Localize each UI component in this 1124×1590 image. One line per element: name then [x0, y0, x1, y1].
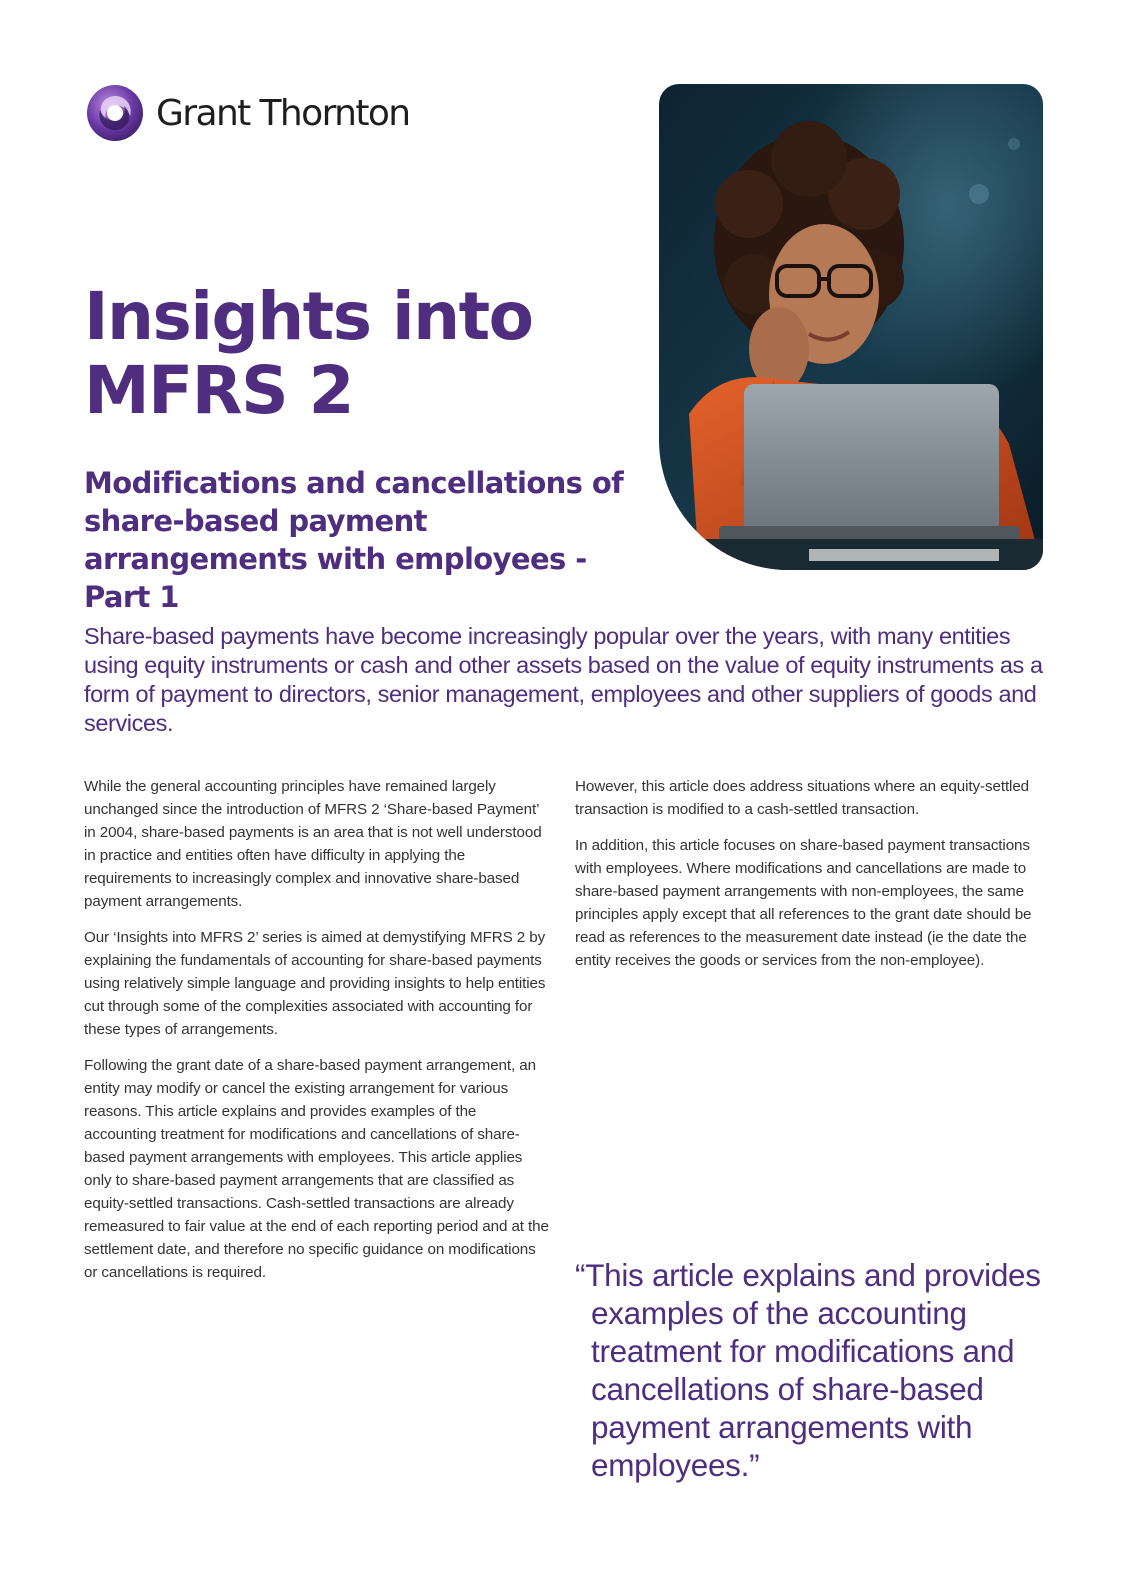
grant-thornton-swirl-icon	[86, 84, 144, 142]
page-title	[84, 280, 533, 428]
body-paragraph: Following the grant date of a share-based payment arrangement, an entity may modify or cancel the existing arrangement for various reasons. This article explains and provides examples of the accounting treatment for modifications and cancellations of share-based payment arrangements with employees. This article applies only to share-based payment arrangements that are classified as equity-settled transactions. Cash-settled transactions are already remeasured to fair value at the end of each reporting period and at the settlement date, and therefore no specific guidance on modifications or cancellations is required.	[84, 1057, 549, 1281]
body-paragraph: Our ‘Insights into MFRS 2’ series is aimed at demystifying MFRS 2 by explaining the fundamentals of accounting for share-based payments using relatively simple language and providing insights to help entities cut through some of the complexities associated with accounting for these types of arrangements.	[84, 929, 546, 1038]
page-subtitle: Modifications and cancellations of share-based payment arrangements with employees - Part 1	[84, 466, 624, 614]
brand-logo	[86, 84, 410, 142]
left-column	[84, 775, 549, 1297]
right-column	[575, 775, 1040, 985]
body-paragraph: In addition, this article focuses on share-based payment transactions with employees. Where modifications and cancellations are made to share-based payment arrangements with non-employees, the same principles apply except that all references to the grant date should be read as references to the measurement date instead (ie the date the entity receives the goods or services from the non-employee).	[575, 837, 1032, 969]
brand-name: Grant Thornton	[156, 92, 410, 134]
body-paragraph: While the general accounting principles have remained largely unchanged since the introduction of MFRS 2 ‘Share-based Payment’ in 2004, share-based payments is an area that is not well understood in practice and entities often have difficulty in applying the requirements to increasingly complex and innovative share-based payment arrangements.	[84, 778, 542, 910]
woman-with-laptop-photo	[659, 84, 1043, 570]
title-line-1: Insights into	[84, 278, 533, 355]
title-line-2: MFRS 2	[84, 352, 354, 429]
body-paragraph: However, this article does address situations where an equity-settled transaction is modified to a cash-settled transaction.	[575, 778, 1030, 818]
pull-quote: “This article explains and provides examples of the accounting treatment for modifications and cancellations of share-based payment arrangements with employees.”	[575, 1257, 1041, 1483]
lead-paragraph: Share-based payments have become increasingly popular over the years, with many entities using equity instruments or cash and other assets based on the value of equity instruments as a form of payment to directors, senior management, employees and other suppliers of goods and services.	[84, 623, 1043, 736]
hero-photo	[659, 84, 1043, 570]
